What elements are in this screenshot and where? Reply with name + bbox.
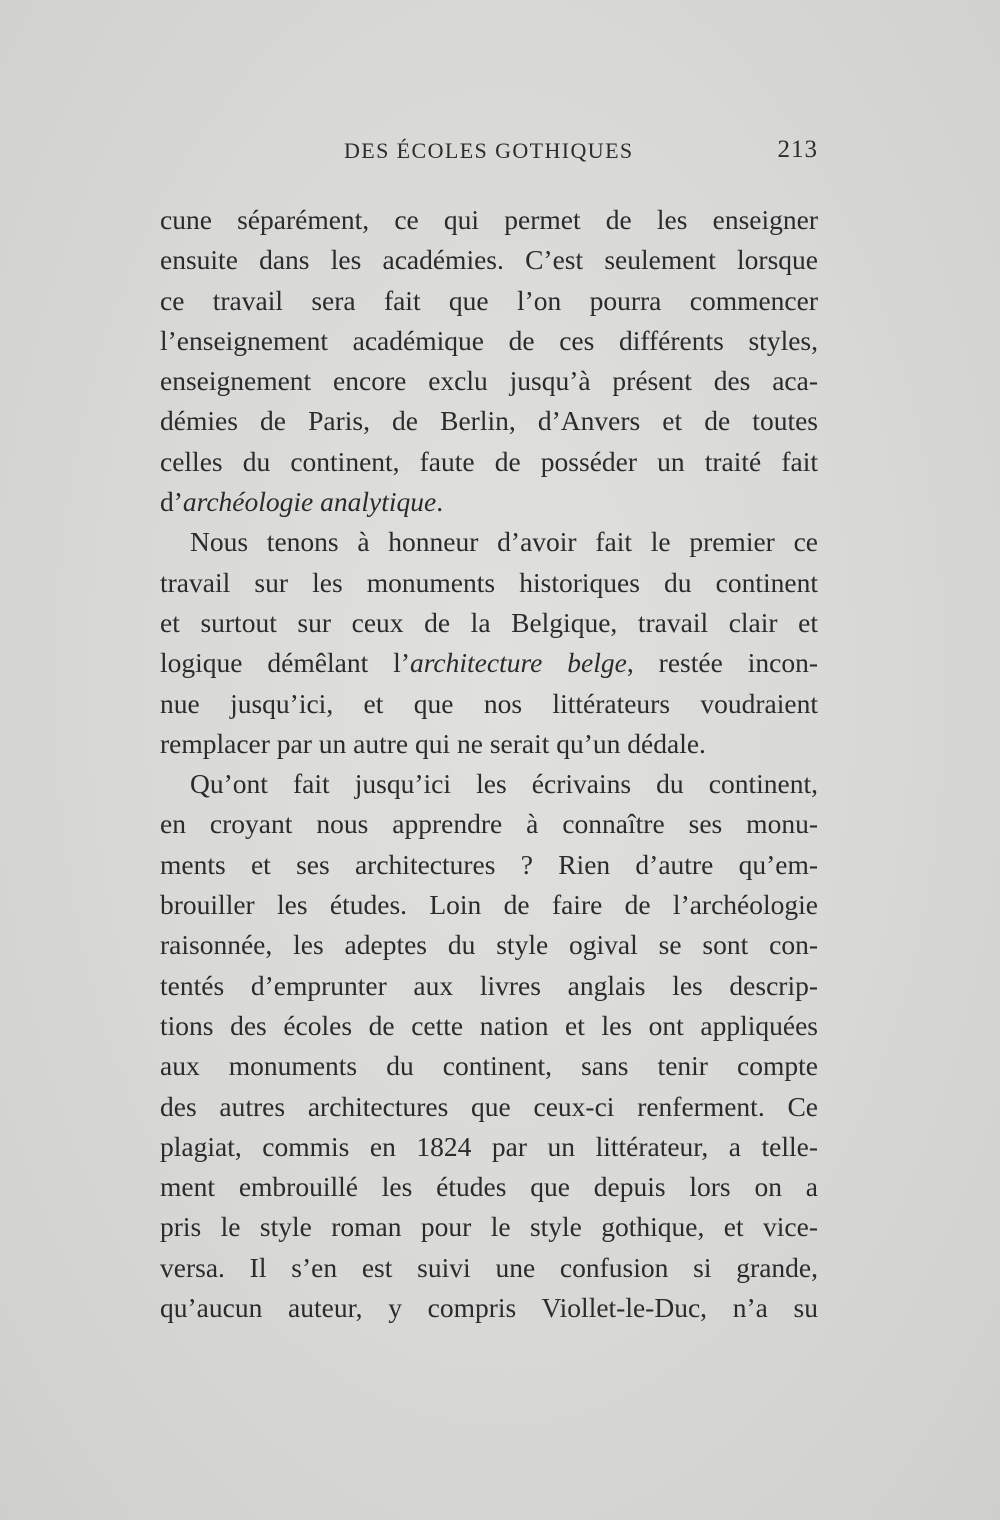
text-line: cune séparément, ce qui permet de les enseigner — [160, 204, 818, 235]
text-line: ensuite dans les académies. C’est seulement lorsque — [160, 244, 818, 276]
text-line: travail sur les monuments historiques du continent — [160, 566, 818, 598]
text-line: tentés d’emprunter aux livres anglais les descrip- — [160, 969, 818, 1001]
text-line: raisonnée, les adeptes du style ogival se sont con- — [160, 929, 818, 961]
body-text — [160, 200, 818, 1328]
italic-phrase: architecture belge — [409, 647, 627, 679]
text-line: logique démêlant l’architecture belge, restée incon- — [160, 647, 818, 679]
text-line: démies de Paris, de Berlin, d’Anvers et de toutes — [160, 405, 818, 437]
text-line: d’archéologie analytique. — [160, 486, 444, 518]
text-line: brouiller les études. Loin de faire de l’archéologie — [160, 889, 818, 921]
text-line: ment embrouillé les études que depuis lors on a — [160, 1171, 818, 1203]
running-title: DES ÉCOLES GOTHIQUES — [344, 138, 634, 163]
text-line: enseignement encore exclu jusqu’à présent des aca- — [160, 365, 818, 397]
page-number: 213 — [777, 136, 818, 163]
text-line: aux monuments du continent, sans tenir compte — [160, 1050, 818, 1082]
text-line: versa. Il s’en est suivi une confusion si grande, — [160, 1251, 818, 1283]
italic-phrase: archéologie analytique — [182, 486, 437, 518]
paragraph-start-line: Qu’ont fait jusqu’ici les écrivains du continent, — [190, 768, 818, 800]
text-line: ce travail sera fait que l’on pourra commencer — [160, 284, 818, 316]
text-line: et surtout sur ceux de la Belgique, travail clair et — [160, 606, 818, 638]
running-head — [160, 138, 818, 172]
text-line: remplacer par un autre qui ne serait qu’un dédale. — [160, 727, 706, 759]
text-line: pris le style roman pour le style gothique, et vice- — [160, 1211, 818, 1243]
text-line: qu’aucun auteur, y compris Viollet-le-Duc, n’a su — [160, 1292, 818, 1324]
text-line: nue jusqu’ici, et que nos littérateurs voudraient — [160, 687, 818, 719]
paragraph-start-line: Nous tenons à honneur d’avoir fait le premier ce — [190, 526, 818, 558]
text-line: des autres architectures que ceux-ci renferment. Ce — [160, 1090, 818, 1122]
text-line: tions des écoles de cette nation et les ont appliquées — [160, 1009, 818, 1041]
text-line: celles du continent, faute de posséder un traité fait — [160, 445, 818, 477]
text-line: en croyant nous apprendre à connaître ses monu- — [160, 808, 818, 840]
text-line: ments et ses architectures ? Rien d’autre qu’em- — [160, 848, 818, 880]
text-line: plagiat, commis en 1824 par un littérateur, a telle- — [160, 1130, 818, 1162]
text-line: l’enseignement académique de ces différents styles, — [160, 324, 818, 356]
